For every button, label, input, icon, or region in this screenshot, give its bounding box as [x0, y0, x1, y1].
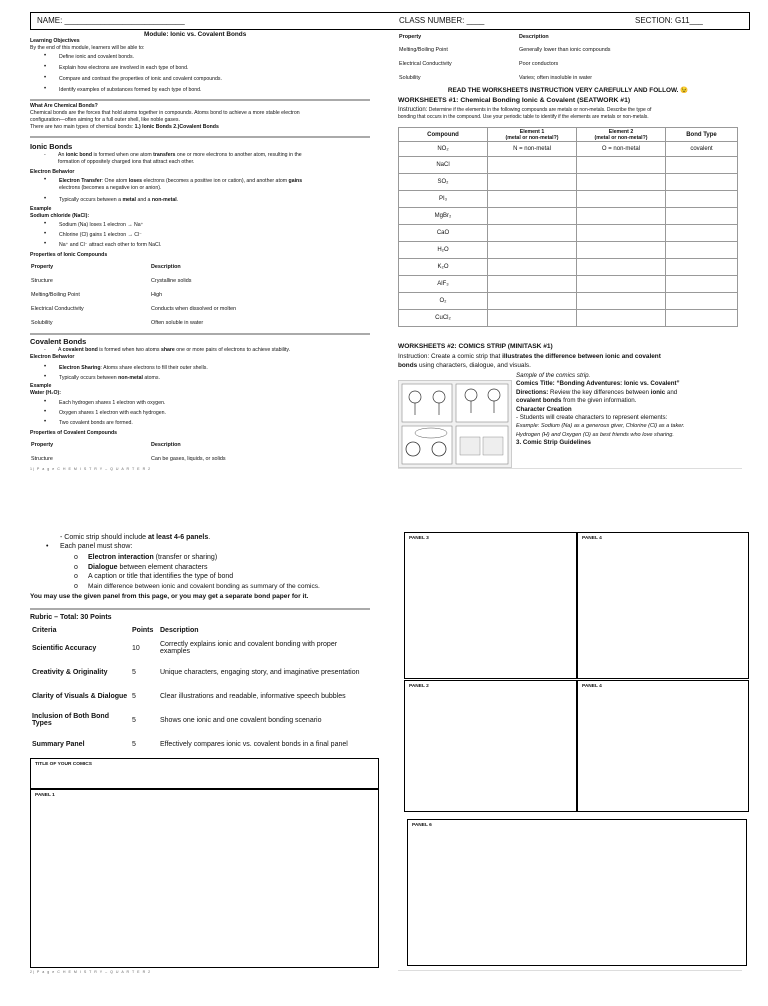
read-instructions-note: READ THE WORKSHEETS INSTRUCTION VERY CAREFULLY AND FOLLOW. 😉 — [447, 87, 689, 94]
panel-4-bottom[interactable]: PANEL 4 — [577, 680, 749, 812]
answer-cell[interactable] — [488, 208, 577, 225]
answer-cell[interactable] — [577, 174, 666, 191]
panel-3[interactable]: PANEL 3 — [404, 532, 577, 679]
table-row: Structure Crystalline solids — [31, 278, 192, 284]
answer-cell[interactable] — [577, 310, 666, 327]
table-row: Electrical Conductivity Conducts when dissolved or molten — [31, 306, 237, 312]
table-header: Property Description — [31, 442, 181, 448]
table-row: AlF₃ — [399, 276, 738, 293]
answer-cell[interactable] — [488, 259, 577, 276]
rubric-table — [30, 624, 368, 756]
covalent-title: Covalent Bonds — [30, 337, 87, 346]
header-bar — [30, 12, 750, 30]
covalent-example-title: Example — [30, 383, 52, 389]
ionic-behavior-title: Electron Behavior — [30, 169, 75, 175]
ionic-title: Ionic Bonds — [30, 142, 73, 151]
character-line: - Students will create characters to represent elements: — [516, 414, 668, 422]
panel-6[interactable]: PANEL 6 — [407, 819, 747, 966]
objectives-intro: By the end of this module, learners will be able to: — [30, 45, 145, 51]
divider — [30, 608, 370, 610]
list-item: o Main difference between ionic and covalent bonding as summary of the comics. — [74, 582, 320, 590]
name-field[interactable]: NAME: ___________________________ — [37, 16, 185, 25]
ionic-props-title: Properties of Ionic Compounds — [30, 252, 108, 258]
answer-cell[interactable] — [488, 191, 577, 208]
answer-cell[interactable] — [577, 242, 666, 259]
comic-title: Comics Title: “Bonding Adventures: Ionic vs. Covalent” — [516, 380, 680, 388]
objectives-list — [44, 54, 364, 98]
table-row: NaCl — [399, 157, 738, 174]
table-row: K₂O — [399, 259, 738, 276]
table-row: Inclusion of Both Bond Types 5 Shows one ionic and one covalent bonding scenario — [32, 713, 322, 727]
divider — [398, 468, 742, 469]
table-row: Structure Can be gases, liquids, or solids — [31, 456, 226, 462]
ionic-definition: - An ionic bond is formed when one atom transfers one or more electrons to another atom, resulting in the formation of oppositely charged ions that attract each other. — [44, 152, 302, 165]
list-item: • Each hydrogen shares 1 electron with oxygen. — [44, 399, 166, 406]
answer-cell[interactable] — [488, 242, 577, 259]
answer-cell[interactable] — [488, 293, 577, 310]
table-row: MgBr₂ — [399, 208, 738, 225]
answer-cell[interactable] — [577, 225, 666, 242]
answer-cell[interactable]: N = non-metal — [488, 142, 577, 157]
covalent-definition: - A covalent bond is formed when two atoms share one or more pairs of electrons to achieve stability. — [44, 347, 291, 353]
class-number-field[interactable]: CLASS NUMBER: ____ — [399, 16, 485, 25]
panel-1[interactable]: PANEL 1 — [30, 789, 379, 968]
table-row: H₂O — [399, 242, 738, 259]
table-header: Property Description — [399, 33, 549, 40]
answer-cell[interactable] — [666, 242, 738, 259]
chem-bonds-types: There are two main types of chemical bonds: 1.) Ionic Bonds 2.)Covalent Bonds — [30, 124, 219, 130]
list-item: o Dialogue between element characters — [74, 563, 208, 571]
answer-cell[interactable] — [577, 276, 666, 293]
objectives-title: Learning Objectives — [30, 38, 80, 44]
page-footer-2: 2| P a g e C H E M I S T R Y – Q U A R T E R 2 — [30, 970, 152, 974]
panel-requirements — [74, 553, 374, 591]
answer-cell[interactable] — [666, 310, 738, 327]
answer-cell[interactable] — [666, 174, 738, 191]
table-row: O₂ — [399, 293, 738, 310]
answer-cell[interactable] — [666, 276, 738, 293]
ionic-example-sub: Sodium chloride (NaCl): — [30, 213, 90, 219]
covalent-props-table-part2 — [398, 30, 738, 85]
answer-cell[interactable] — [666, 293, 738, 310]
list-item: • Typically occurs between non-metal atoms. — [44, 374, 160, 381]
panel-2[interactable]: PANEL 2 — [404, 680, 577, 812]
list-item: • Oxygen shares 1 electron with each hydrogen. — [44, 409, 166, 416]
divider — [398, 970, 742, 971]
table-row: PI₃ — [399, 191, 738, 208]
answer-cell[interactable] — [666, 157, 738, 174]
answer-cell[interactable] — [488, 174, 577, 191]
list-item: • Electron Sharing: Atoms share electrons to fill their outer shells. — [44, 364, 208, 371]
table-row: Summary Panel 5 Effectively compares ionic vs. covalent bonds in a final panel — [32, 740, 348, 748]
list-item: • Sodium (Na) loses 1 electron → Na⁺ — [44, 221, 144, 228]
chem-bonds-text: Chemical bonds are the forces that hold atoms together in compounds. Atoms bond to achieve a more stable electron — [30, 110, 300, 116]
ws1-title: WORKSHEETS #1: Chemical Bonding Ionic & Covalent (SEATWORK #1) — [398, 97, 631, 104]
ionic-example-list — [44, 222, 364, 252]
answer-cell[interactable] — [666, 259, 738, 276]
table-row: Melting/Boiling Point Generally lower than ionic compounds — [399, 47, 611, 53]
bond-paper-note: You may use the given panel from this page, or you may get a separate bond paper for it. — [30, 593, 309, 600]
ws2-instruction: Instruction: Create a comic strip that illustrates the difference between ionic and covalent bonds using characters, dialogue, and visuals. — [398, 353, 661, 369]
table-row: SO₂ — [399, 174, 738, 191]
chem-bonds-text-2: configuration—often aiming for a full outer shell, like noble gases. — [30, 117, 180, 123]
table-row: NO₂ N = non-metal O = non-metal covalent — [399, 142, 738, 157]
list-item: • Compare and contrast the properties of ionic and covalent compounds. — [44, 75, 222, 82]
directions: Directions: Review the key differences between ionic and covalent bonds from the given information. — [516, 388, 678, 405]
divider — [30, 99, 370, 101]
list-item: • Na⁺ and Cl⁻ attract each other to form NaCl. — [44, 241, 162, 248]
panel-count-line: - Comic strip should include at least 4-6 panels. — [60, 534, 211, 541]
sample-comic-image — [398, 380, 512, 468]
sample-caption: Sample of the comics strip. — [516, 372, 591, 379]
divider — [30, 136, 370, 138]
answer-cell[interactable] — [577, 293, 666, 310]
answer-cell[interactable] — [577, 157, 666, 174]
ws2-title: WORKSHEETS #2: COMICS STRIP (MINITASK #1) — [398, 343, 553, 350]
ws1-table — [398, 127, 738, 327]
table-row: Electrical Conductivity Poor conductors — [399, 61, 559, 67]
guidelines-title: 3. Comic Strip Guidelines — [516, 439, 591, 447]
table-header: Criteria Points Description — [32, 626, 199, 634]
answer-cell[interactable] — [488, 276, 577, 293]
covalent-props-table-part1 — [30, 438, 360, 466]
list-item: • Electron Transfer: One atom loses electrons (becomes a positive ion or cation), and another atom gains electrons (becomes a negative ion or anion). — [44, 177, 303, 191]
covalent-behavior-title: Electron Behavior — [30, 354, 75, 360]
list-item: • Define ionic and covalent bonds. — [44, 53, 134, 60]
table-header: Property Description — [31, 264, 181, 270]
list-item: o A caption or title that identifies the type of bond — [74, 573, 234, 580]
table-row: Solubility Often soluble in water — [31, 320, 204, 326]
covalent-example-list — [44, 400, 364, 430]
answer-cell[interactable] — [666, 225, 738, 242]
answer-cell[interactable] — [577, 208, 666, 225]
table-row: Scientific Accuracy 10 Correctly explains ionic and covalent bonding with proper examples — [32, 641, 338, 655]
answer-cell[interactable] — [577, 259, 666, 276]
ionic-props-table — [30, 260, 360, 330]
answer-cell[interactable] — [577, 191, 666, 208]
covalent-example-sub: Water (H₂O): — [30, 390, 61, 396]
table-row: Melting/Boiling Point High — [31, 292, 163, 298]
divider — [30, 333, 370, 335]
answer-cell[interactable] — [488, 310, 577, 327]
page-footer-1: 1| P a g e C H E M I S T R Y – Q U A R T E R 2 — [30, 467, 152, 471]
section-field[interactable]: SECTION: G11___ — [635, 16, 703, 25]
answer-cell[interactable]: covalent — [666, 142, 738, 157]
character-creation-title: Character Creation — [516, 405, 572, 413]
answer-cell[interactable] — [666, 208, 738, 225]
answer-cell[interactable] — [488, 157, 577, 174]
ionic-example-title: Example — [30, 206, 52, 212]
list-item: • Explain how electrons are involved in each type of bond. — [44, 64, 189, 71]
comics-title-box[interactable]: TITLE OF YOUR COMICS — [30, 758, 379, 789]
answer-cell[interactable]: O = non-metal — [577, 142, 666, 157]
panel-4-top[interactable]: PANEL 4 — [577, 532, 749, 679]
ws2-details — [516, 372, 744, 448]
example-1: Example: Sodium (Na) as a generous giver, Chlorine (Cl) as a taker. — [516, 423, 685, 430]
list-item: • Two covalent bonds are formed. — [44, 419, 133, 426]
ws1-instruction: Instruction: Determine if the elements in the following compounds are metals or non-metals. Describe the type of bonding that occurs in the compound. Use your periodic table to identify if the elements are metals or non-metals. — [398, 107, 652, 120]
module-title: Module: Ionic vs. Covalent Bonds — [144, 31, 247, 38]
table-header: Compound Element 1 (metal or non-metal?) Element 2 (metal or non-metal?) Bond Type — [399, 128, 738, 142]
chem-bonds-title: What Are Chemical Bonds? — [30, 103, 98, 109]
example-2: Hydrogen (H) and Oxygen (O) as best friends who love sharing. — [516, 431, 674, 438]
table-row: Solubility Varies; often insoluble in water — [399, 75, 593, 81]
comic-sketch-icon — [399, 381, 511, 467]
list-item: • Typically occurs between a metal and a non-metal. — [44, 196, 179, 203]
list-item: o Electron interaction (transfer or sharing) — [74, 554, 218, 561]
table-row: Creativity & Originality 5 Unique characters, engaging story, and imaginative presentation — [32, 668, 360, 676]
answer-cell[interactable] — [666, 191, 738, 208]
covalent-props-title: Properties of Covalent Compounds — [30, 430, 118, 436]
list-item: • Chlorine (Cl) gains 1 electron → Cl⁻ — [44, 231, 142, 238]
rubric-title: Rubric – Total: 30 Points — [30, 614, 112, 621]
table-row: CuCl₂ — [399, 310, 738, 327]
table-row: CaO — [399, 225, 738, 242]
list-item: • Identify examples of substances formed by each type of bond. — [44, 86, 202, 93]
table-row: Clarity of Visuals & Dialogue 5 Clear illustrations and readable, informative speech bubbles — [32, 692, 346, 700]
answer-cell[interactable] — [488, 225, 577, 242]
